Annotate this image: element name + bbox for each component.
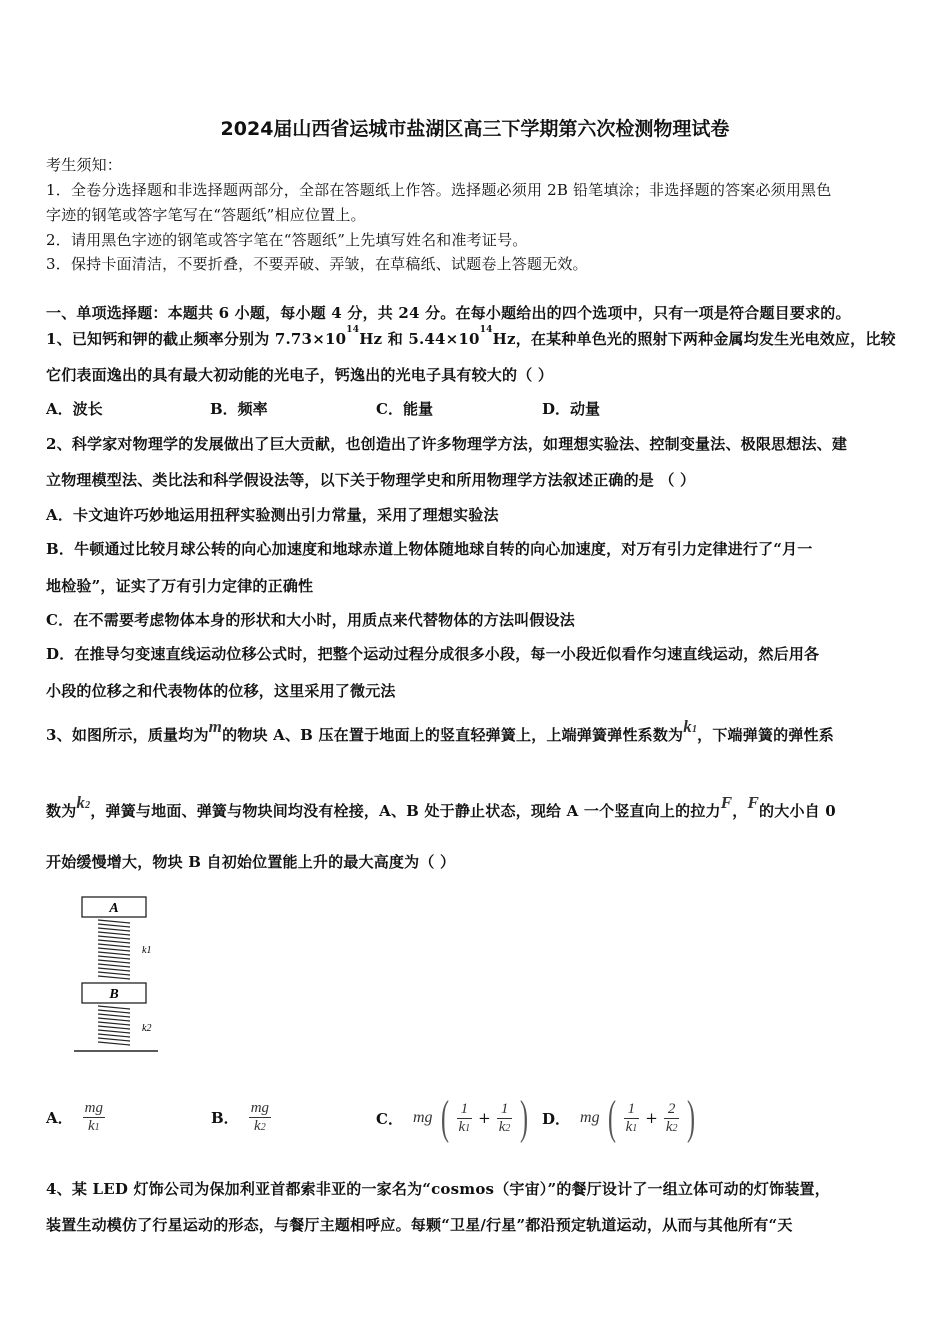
q2-option-c: C．在不需要考虑物体本身的形状和大小时，用质点来代替物体的方法叫假设法 (46, 611, 575, 629)
right-paren: ) (520, 1091, 529, 1144)
var-f: F (720, 793, 733, 812)
spring-k2-label: k2 (142, 1023, 152, 1034)
q3-line-2: 数为k2，弹簧与地面、弹簧与物块间均没有栓接，A、B 处于静止状态，现给 A 一个竖直向上的拉力F，F的大小自 0 (46, 793, 836, 820)
q2-option-d-2: 小段的位移之和代表物体的位移，这里采用了微元法 (46, 682, 396, 700)
block-b-label: B (109, 987, 119, 1002)
var-k2: k2 (76, 793, 91, 812)
q3-answer-b: B． $\frac{mg}{k2}$ (211, 1100, 270, 1134)
block-a-label: A (109, 901, 119, 916)
q1-line-2: 它们表面逸出的具有最大初动能的光电子，钙逸出的光电子具有较大的（ ） (46, 366, 554, 384)
q4-line-2: 装置生动模仿了行星运动的形态，与餐厅主题相呼应。每颗“卫星/行星”都沿预定轨道运动，从而与其他所有“天 (46, 1216, 793, 1234)
q1-option-c: C．能量 (376, 400, 433, 418)
section-heading: 一、单项选择题：本题共 6 小题，每小题 4 分，共 24 分。在每小题给出的四个选项中，只有一项是符合题目要求的。 (46, 304, 851, 322)
spring-k1-label: k1 (142, 945, 152, 956)
q4-line-1: 4、某 LED 灯饰公司为保加利亚首都索非亚的一家名为“cosmos（宇宙）”的餐厅设计了一组立体可动的灯饰装置， (46, 1180, 830, 1198)
fraction: $\frac{mg}{k2}$ (250, 1100, 270, 1134)
notice-line-3: 3．保持卡面清洁，不要折叠，不要弄破、弄皱，在草稿纸、试题卷上答题无效。 (46, 255, 588, 273)
q1-line-1: 1、已知钙和钾的截止频率分别为 $7.73\times 10^{14}Hz$ 和 $5.44\times 10^{14}Hz$，在某种单色光的照射下两种金属均发生光电效应，比较 (46, 325, 896, 348)
notice-line-1b: 字迹的钢笔或答字笔写在“答题纸”相应位置上。 (46, 206, 366, 224)
notice-line-2: 2．请用黑色字迹的钢笔或答字笔在“答题纸”上先填写姓名和准考证号。 (46, 231, 528, 249)
var-m: m (208, 717, 223, 736)
q3-answer-a: A． $\frac{mg}{k1}$ (46, 1100, 103, 1134)
spring-blocks-figure (70, 893, 170, 1055)
q2-option-b-1: B．牛顿通过比较月球公转的向心加速度和地球赤道上物体随地球自转的向心加速度，对万有引力定律进行了“月一 (46, 540, 813, 558)
q3-line-1: 3、如图所示，质量均为m的物块 A、B 压在置于地面上的竖直轻弹簧上，上端弹簧弹性系数为k1，下端弹簧的弹性系 (46, 717, 834, 744)
left-paren: ( (440, 1091, 449, 1144)
var-f: F (747, 793, 760, 812)
q2-option-d-1: D．在推导匀变速直线运动位移公式时，把整个运动过程分成很多小段，每一小段近似看作匀速直线运动，然后用各 (46, 645, 820, 663)
q3-answer-c: C． mg ( $\frac{1}{k1}$ + $\frac{1}{k2}$ ) (376, 1091, 529, 1144)
q2-option-b-2: 地检验”，证实了万有引力定律的正确性 (46, 577, 314, 595)
q1-option-d: D．动量 (542, 400, 601, 418)
spring-k2 (98, 1006, 130, 1045)
q3-answer-d: D． mg ( $\frac{1}{k1}$ + $\frac{2}{k2}$ ) (542, 1091, 696, 1144)
notice-heading: 考生须知： (46, 156, 123, 174)
var-k1: k1 (683, 717, 698, 736)
q2-line-1: 2、科学家对物理学的发展做出了巨大贡献，也创造出了许多物理学方法，如理想实验法、控制变量法、极限思想法、建 (46, 435, 848, 453)
q2-option-a: A．卡文迪许巧妙地运用扭秤实验测出引力常量，采用了理想实验法 (46, 506, 499, 524)
spring-k1 (98, 920, 130, 979)
q3-line-3: 开始缓慢增大，物块 B 自初始位置能上升的最大高度为（ ） (46, 853, 456, 871)
left-paren: ( (607, 1091, 616, 1144)
notice-line-1a: 1．全卷分选择题和非选择题两部分，全部在答题纸上作答。选择题必须用 2B 铅笔填涂；非选择题的答案必须用黑色 (46, 181, 832, 199)
fraction: $\frac{mg}{k1}$ (84, 1100, 103, 1134)
q1-option-b: B．频率 (210, 400, 268, 418)
q1-option-a: A．波长 (46, 400, 103, 418)
right-paren: ) (687, 1091, 696, 1144)
page-title: 2024届山西省运城市盐湖区高三下学期第六次检测物理试卷 (220, 118, 730, 140)
q2-line-2: 立物理模型法、类比法和科学假设法等，以下关于物理学史和所用物理学方法叙述正确的是 （ ） (46, 471, 696, 489)
